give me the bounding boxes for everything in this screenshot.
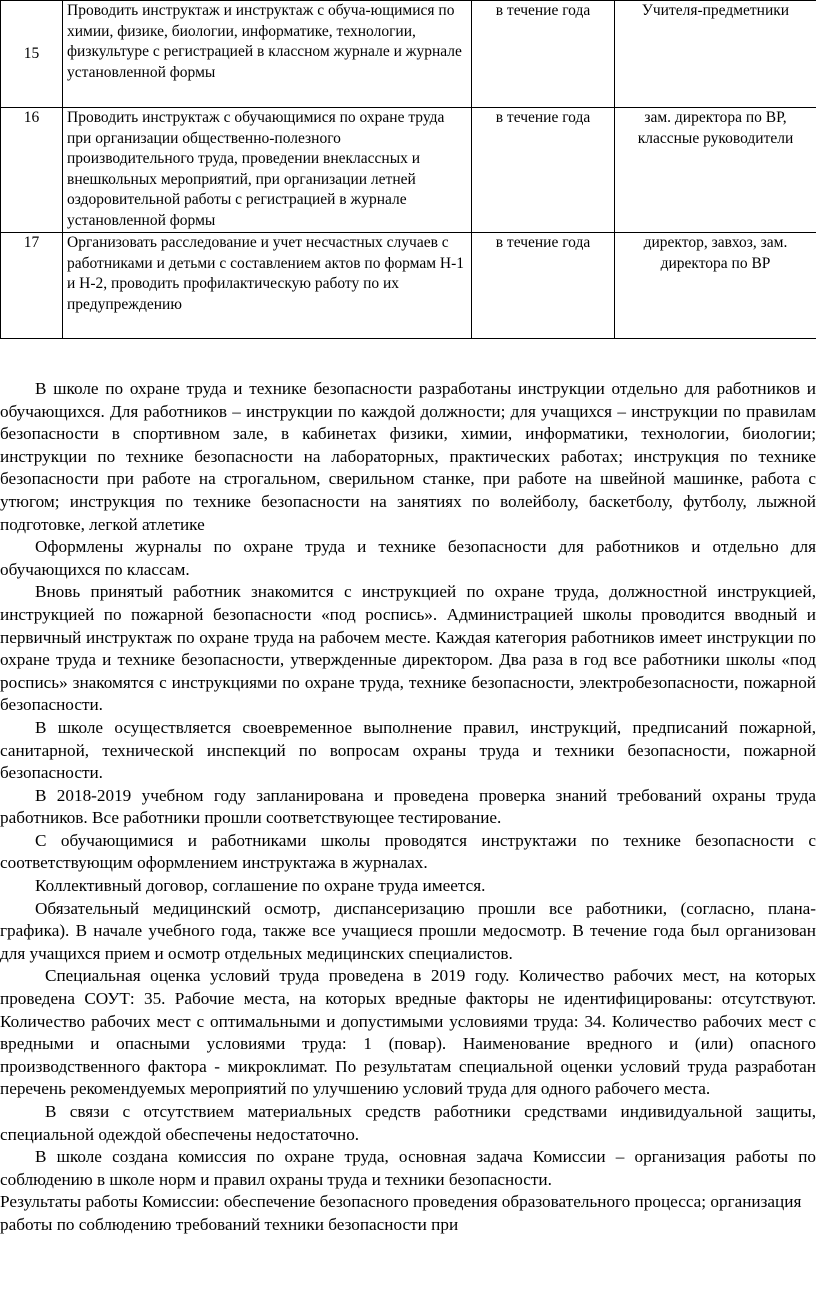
deadline-cell: в течение года [472, 108, 615, 233]
deadline-cell: в течение года [472, 1, 615, 108]
paragraph: Вновь принятый работник знакомится с инструкцией по охране труда, должностной инструкцией, инструкцией по пожарной безопасности «под роспись». Администрацией школы проводится вводный и первичный инструктаж по охране труда на рабочем месте. Каждая категория работников имеет инструкции по охране труда и технике безопасности, утвержденные директором. Два раза в год все работники школы «под роспись» знакомятся с инструкциями по охране труда, технике безопасности, электробезопасности, пожарной безопасности. [0, 582, 816, 715]
safety-plan-table [0, 0, 816, 339]
paragraph: В связи с отсутствием материальных средств работники средствами индивидуальной защиты, специальной одеждой обеспечены недостаточно. [0, 1102, 816, 1144]
paragraph: С обучающимися и работниками школы проводятся инструктажи по технике безопасности с соответствующим оформлением инструктажа в журналах. [0, 830, 816, 873]
paragraph: Специальная оценка условий труда проведена в 2019 году. Количество рабочих мест, на которых проведена СОУТ: 35. Рабочие места, на которых вредные факторы не идентифицированы: отсутствуют. Количество рабочих мест с оптимальными и допустимыми условиями труда: 34. Количество рабочих мест с вредными и опасными условиями труда: 1 (повар). Наименование вредного и (или) опасного производственного фактора - микроклимат. По результатам специальной оценки условий труда разработан перечень рекомендуемых мероприятий по улучшению условий труда для одного рабочего места. [0, 966, 816, 1099]
paragraph: В школе по охране труда и технике безопасности разработаны инструкции отдельно для работников и обучающихся. Для работников – инструкции по каждой должности; для учащихся – инструкции по правилам безопасности в спортивном зале, в кабинетах физики, химии, информатики, технологии, биологии; инструкции по технике безопасности на лабораторных, практических работах; инструкция по технике безопасности при работе на строгальном, сверильном станке, при работе на швейной машинке, работа с утюгом; инструкция по технике безопасности на занятиях по волейболу, баскетболу, футболу, лыжной подготовке, легкой атлетике [0, 379, 816, 534]
task-cell: Проводить инструктаж с обучающимися по охране труда при организации общественно-полезного производительного труда, проведении внеклассных и внешкольных мероприятий, при организации летней оздоровительной работы с регистрацией в журнале установленной формы [63, 108, 472, 233]
paragraph: Результаты работы Комиссии: обеспечение безопасного проведения образовательного процесса; организация работы по соблюдению требований техники безопасности при [0, 1192, 802, 1234]
document-body [0, 378, 816, 1237]
paragraph: В школе осуществляется своевременное выполнение правил, инструкций, предписаний пожарной, санитарной, технической инспекций по вопросам охраны труда и техники безопасности, пожарной безопасности. [0, 717, 816, 783]
task-cell: Проводить инструктаж и инструктаж с обуча-ющимися по химии, физике, биологии, информатике, технологии, физкультуре с регистрацией в классном журнале и журнале установленной формы [63, 1, 472, 108]
paragraph: В 2018-2019 учебном году запланирована и проведена проверка знаний требований охраны труда работников. Все работники прошли соответствующее тестирование. [0, 785, 816, 828]
paragraph: В школе создана комиссия по охране труда, основная задача Комиссии – организация работы по соблюдению в школе норм и правил охраны труда и техники безопасности. [0, 1147, 816, 1189]
responsible-cell: директор, завхоз, зам. директора по ВР [615, 233, 816, 339]
task-cell: Организовать расследование и учет несчастных случаев с работниками и детьми с составлением актов по формам Н-1 и Н-2, проводить профилактическую работу по их предупреждению [63, 233, 472, 339]
responsible-cell: Учителя-предметники [615, 1, 816, 108]
row-number: 17 [1, 233, 63, 339]
table-row [1, 1, 816, 108]
deadline-cell: в течение года [472, 233, 615, 339]
row-number: 15 [1, 1, 63, 108]
paragraph: Коллективный договор, соглашение по охране труда имеется. [35, 876, 486, 896]
paragraph: Оформлены журналы по охране труда и технике безопасности для работников и отдельно для обучающихся по классам. [0, 537, 816, 579]
responsible-cell: зам. директора по ВР, классные руководители [615, 108, 816, 233]
table-row [1, 108, 816, 233]
table-row [1, 233, 816, 339]
row-number: 16 [1, 108, 63, 233]
paragraph: Обязательный медицинский осмотр, диспансеризацию прошли все работники, (согласно, плана- графика). В начале учебного года, также все учащиеся прошли медосмотр. В течение года был организован для учащихся прием и осмотр отдельных медицинских специалистов. [0, 898, 816, 963]
